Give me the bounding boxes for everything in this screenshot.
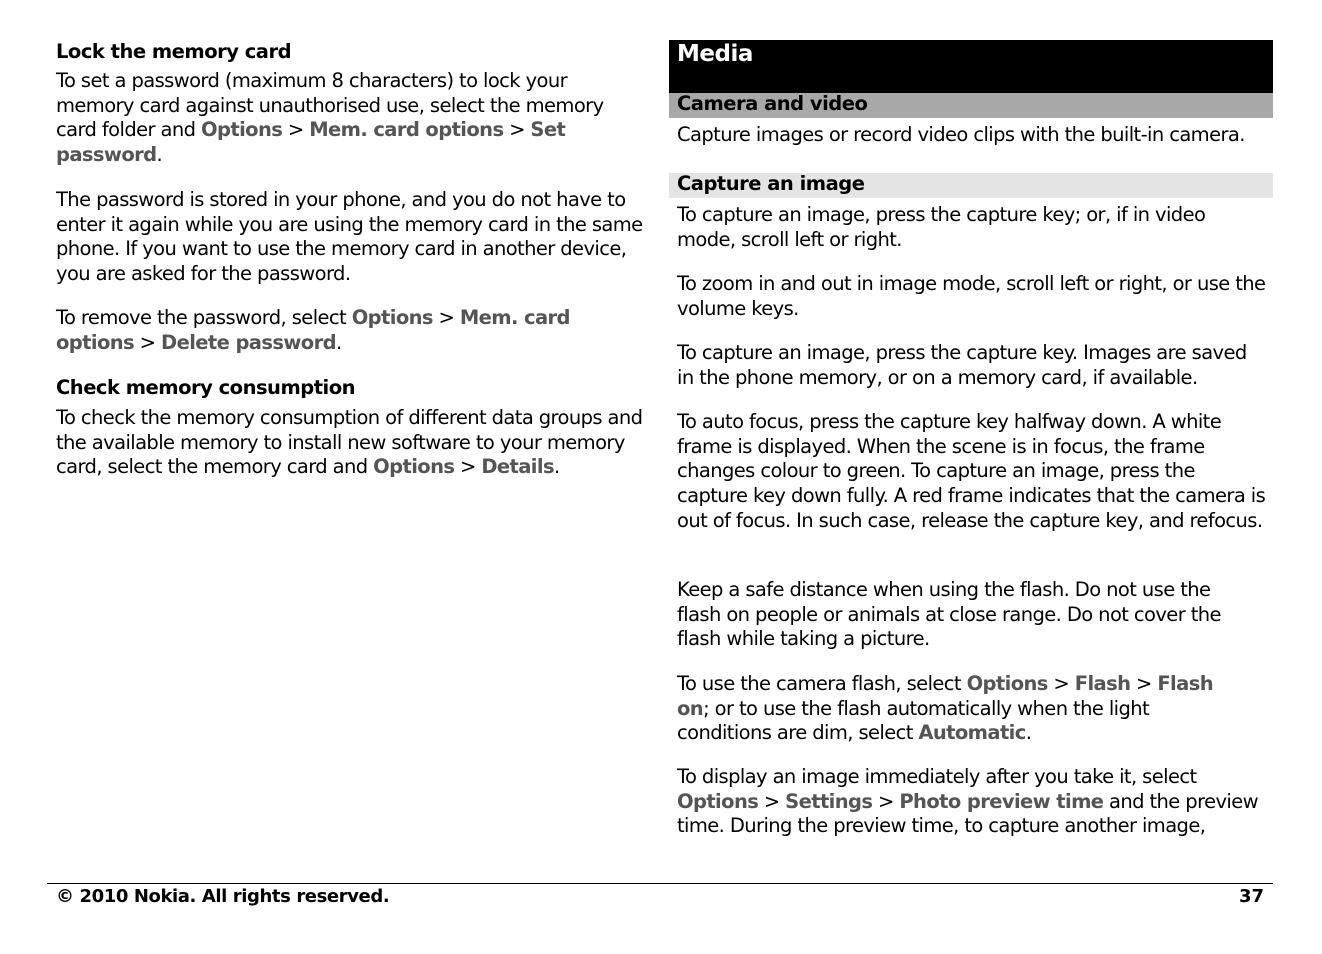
check-memory-heading: Check memory consumption (56, 376, 356, 399)
subsection-bar-capture-image (669, 173, 1273, 198)
menu-options: Options (351, 306, 433, 329)
menu-options: Options (201, 118, 283, 142)
check-paragraph-1: To check the memory consumption of different data groups and the available memory to install new software to your memory card, select the memory card and Options > Details. (56, 406, 643, 479)
section-title: Media (677, 41, 753, 67)
menu-options: Options (966, 672, 1048, 695)
capture-paragraph-6: To use the camera flash, select Options > Flash > Flash on; or to use the flash automatically when the light conditions are dim, select Automatic. (677, 672, 1213, 745)
copyright-text: © 2010 Nokia. All rights reserved. (56, 886, 390, 907)
subsection-title: Camera and video (677, 92, 868, 115)
lock-memory-card-heading: Lock the memory card (56, 40, 292, 63)
menu-flash-on: Flash on (677, 672, 1213, 720)
camera-intro-paragraph: Capture images or record video clips with the built-in camera. (677, 123, 1245, 146)
menu-mem-card-options: Mem. card options (309, 118, 504, 142)
lock-paragraph-1: To set a password (maximum 8 characters) to lock your memory card against unauthorised use, select the memory card folder and Options > Mem. card options > Set password. (56, 69, 604, 167)
capture-paragraph-4: To auto focus, press the capture key halfway down. A white frame is displayed. When the scene is in focus, the frame changes colour to green. To capture an image, press the capture key down fully. A red frame indicates that the camera is out of focus. In such case, release the capture key, and refocus. (677, 410, 1266, 532)
capture-paragraph-5: Keep a safe distance when using the flash. Do not use the flash on people or animals at close range. Do not cover the flash while taking a picture. (677, 578, 1221, 651)
subsection-bar-camera-video (669, 93, 1273, 118)
section-title-bar (669, 40, 1273, 93)
capture-paragraph-7: To display an image immediately after you take it, select Options > Settings > Photo preview time and the preview time. During the preview time, to capture another image, (677, 765, 1258, 838)
subsection-title: Capture an image (677, 172, 865, 195)
lock-paragraph-3: To remove the password, select Options > Mem. card options > Delete password. (56, 306, 570, 354)
menu-automatic: Automatic (918, 721, 1026, 745)
menu-settings: Settings (785, 789, 873, 813)
capture-paragraph-2: To zoom in and out in image mode, scroll left or right, or use the volume keys. (677, 272, 1266, 320)
footer-divider (47, 883, 1273, 884)
capture-paragraph-1: To capture an image, press the capture key; or, if in video mode, scroll left or right. (677, 203, 1206, 251)
page-number: 37 (1238, 886, 1264, 907)
menu-flash: Flash (1074, 672, 1131, 695)
lock-paragraph-2: The password is stored in your phone, and you do not have to enter it again while you are using the memory card in the same phone. If you want to use the memory card in another device, you are asked for the password. (56, 188, 643, 286)
capture-paragraph-3: To capture an image, press the capture key. Images are saved in the phone memory, or on a memory card, if available. (677, 341, 1247, 389)
menu-set-password: Set password (56, 118, 566, 167)
menu-mem-card-options: Mem. card options (56, 306, 570, 354)
menu-options: Options (373, 455, 455, 479)
menu-delete-password: Delete password (160, 330, 336, 354)
menu-photo-preview-time: Photo preview time (899, 789, 1104, 813)
menu-details: Details (481, 455, 554, 479)
menu-options: Options (677, 789, 759, 813)
